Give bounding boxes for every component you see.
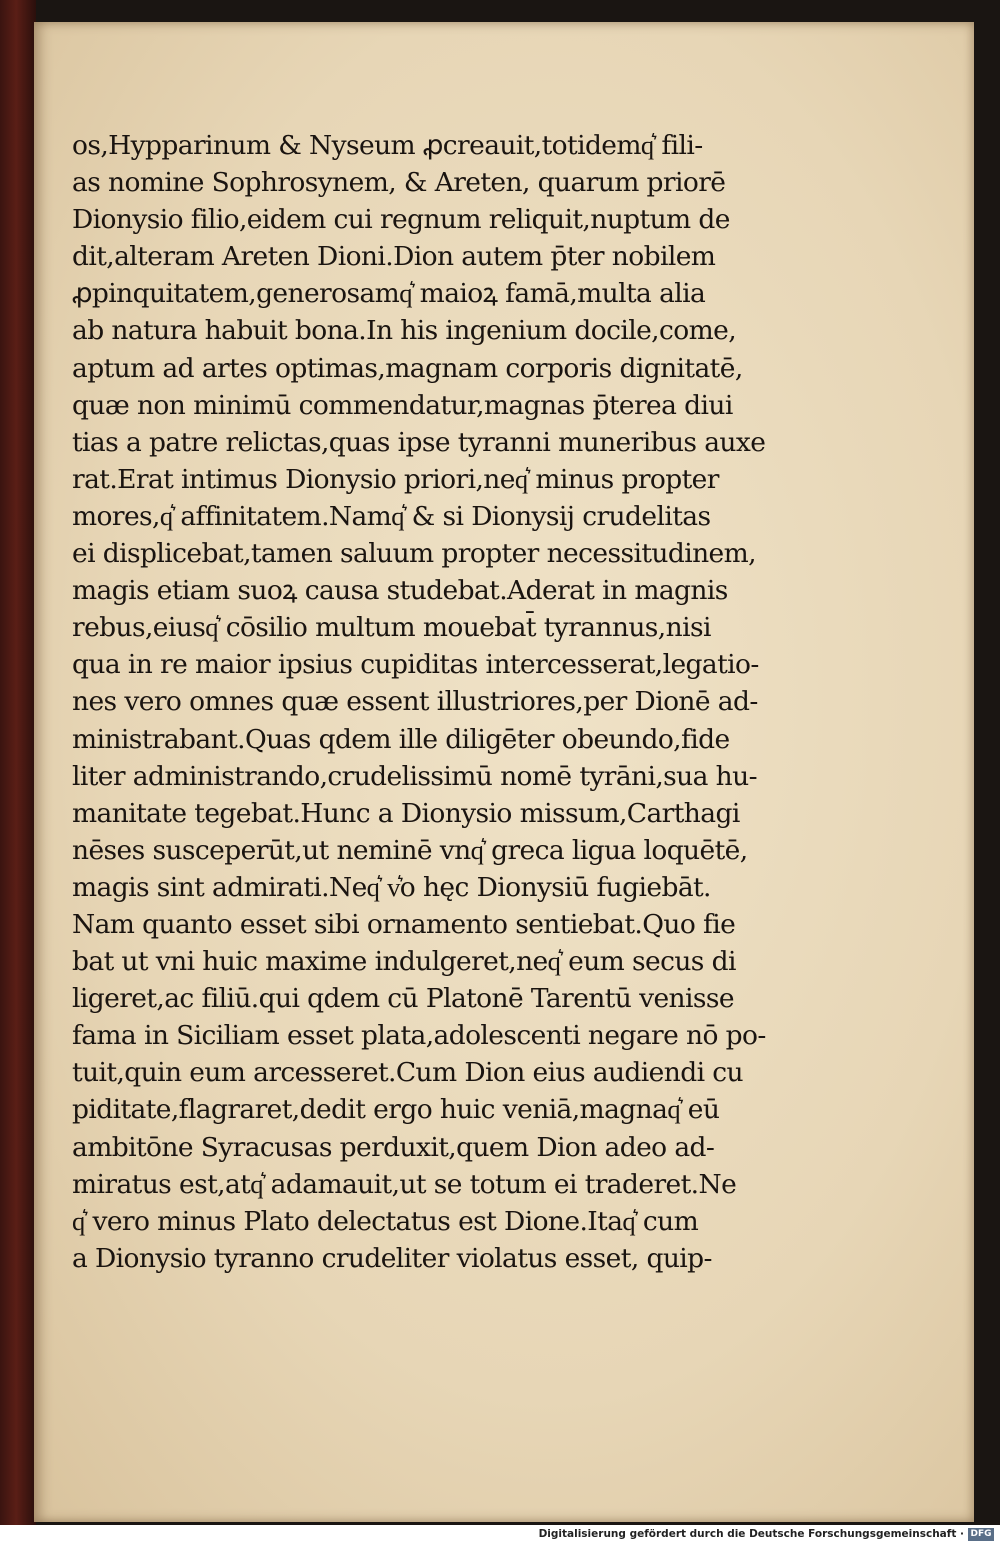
text-line: ab natura habuit bona.In his ingenium docile,come,: [72, 315, 737, 347]
text-line: ministrabant.Quas qdem ille diligēter obeundo,fide: [72, 723, 730, 755]
text-line: os,Hypparinum & Nyseum ꝓcreauit,totidemq͛ fili-: [72, 130, 703, 161]
book-page: [34, 22, 974, 1522]
page-text-block: [72, 127, 812, 1277]
text-line: tuit,quin eum arcesseret.Cum Dion eius audiendi cu: [72, 1057, 743, 1089]
dfg-logo: DFG: [968, 1528, 994, 1541]
text-line: aptum ad artes optimas,magnam corporis dignitatē,: [72, 352, 743, 384]
text-line: Dionysio filio,eidem cui regnum reliquit,nuptum de: [72, 204, 730, 236]
text-line: magis etiam suoꝝ causa studebat.Aderat in magnis: [72, 575, 728, 607]
text-line: manitate tegebat.Hunc a Dionysio missum,Carthagi: [72, 797, 740, 829]
text-line: dit,alteram Areten Dioni.Dion autem p̄ter nobilem: [72, 241, 716, 273]
text-line: tias a patre relictas,quas ipse tyranni muneribus auxe: [72, 426, 766, 458]
text-line: a Dionysio tyranno crudeliter violatus esset, quip-: [72, 1242, 712, 1274]
text-line: as nomine Sophrosynem, & Areten, quarum priorē: [72, 167, 726, 199]
footer-bar: [0, 1525, 1000, 1545]
funding-credit: Digitalisierung gefördert durch die Deutsche Forschungsgemeinschaft ·: [538, 1528, 964, 1540]
text-line: quæ non minimū commendatur,magnas p̄terea diui: [72, 389, 733, 421]
text-line: q͛ vero minus Plato delectatus est Dione.Itaq͛ cum: [72, 1205, 699, 1237]
text-line: piditate,flagraret,dedit ergo huic veniā,magnaq͛ eū: [72, 1094, 720, 1126]
text-line: mores,q͛ affinitatem.Namq͛ & si Dionysij crudelitas: [72, 500, 711, 532]
text-line: fama in Siciliam esset plata,adolescenti negare nō po-: [72, 1020, 766, 1052]
text-line: magis sint admirati.Neq͛ v͛o hęc Dionysiū fugiebāt.: [72, 871, 711, 903]
text-line: ꝓpinquitatem,generosamq͛ maioꝝ famā,multa alia: [72, 278, 706, 310]
text-line: rat.Erat intimus Dionysio priori,neq͛ minus propter: [72, 463, 719, 495]
text-line: ligeret,ac filiū.qui qdem cū Platonē Tarentū venisse: [72, 983, 734, 1015]
text-line: Nam quanto esset sibi ornamento sentiebat.Quo fie: [72, 908, 736, 940]
text-line: ei displicebat,tamen saluum propter necessitudinem,: [72, 538, 756, 570]
text-line: nes vero omnes quæ essent illustriores,per Dionē ad-: [72, 686, 758, 718]
text-line: ambitōne Syracusas perduxit,quem Dion adeo ad-: [72, 1131, 715, 1163]
book-binding-edge: [0, 0, 36, 1525]
text-line: liter administrando,crudelissimū nomē tyrāni,sua hu-: [72, 760, 757, 792]
text-line: miratus est,atq͛ adamauit,ut se totum ei traderet.Ne: [72, 1168, 737, 1200]
text-line: qua in re maior ipsius cupiditas intercesserat,legatio-: [72, 649, 759, 681]
text-line: rebus,eiusq͛ cōsilio multum mouebat̄ tyrannus,nisi: [72, 612, 711, 644]
text-line: nēses susceperūt,ut neminē vnq͛ greca ligua loquētē,: [72, 834, 748, 866]
text-line: bat ut vni huic maxime indulgeret,neq͛ eum secus di: [72, 946, 736, 978]
